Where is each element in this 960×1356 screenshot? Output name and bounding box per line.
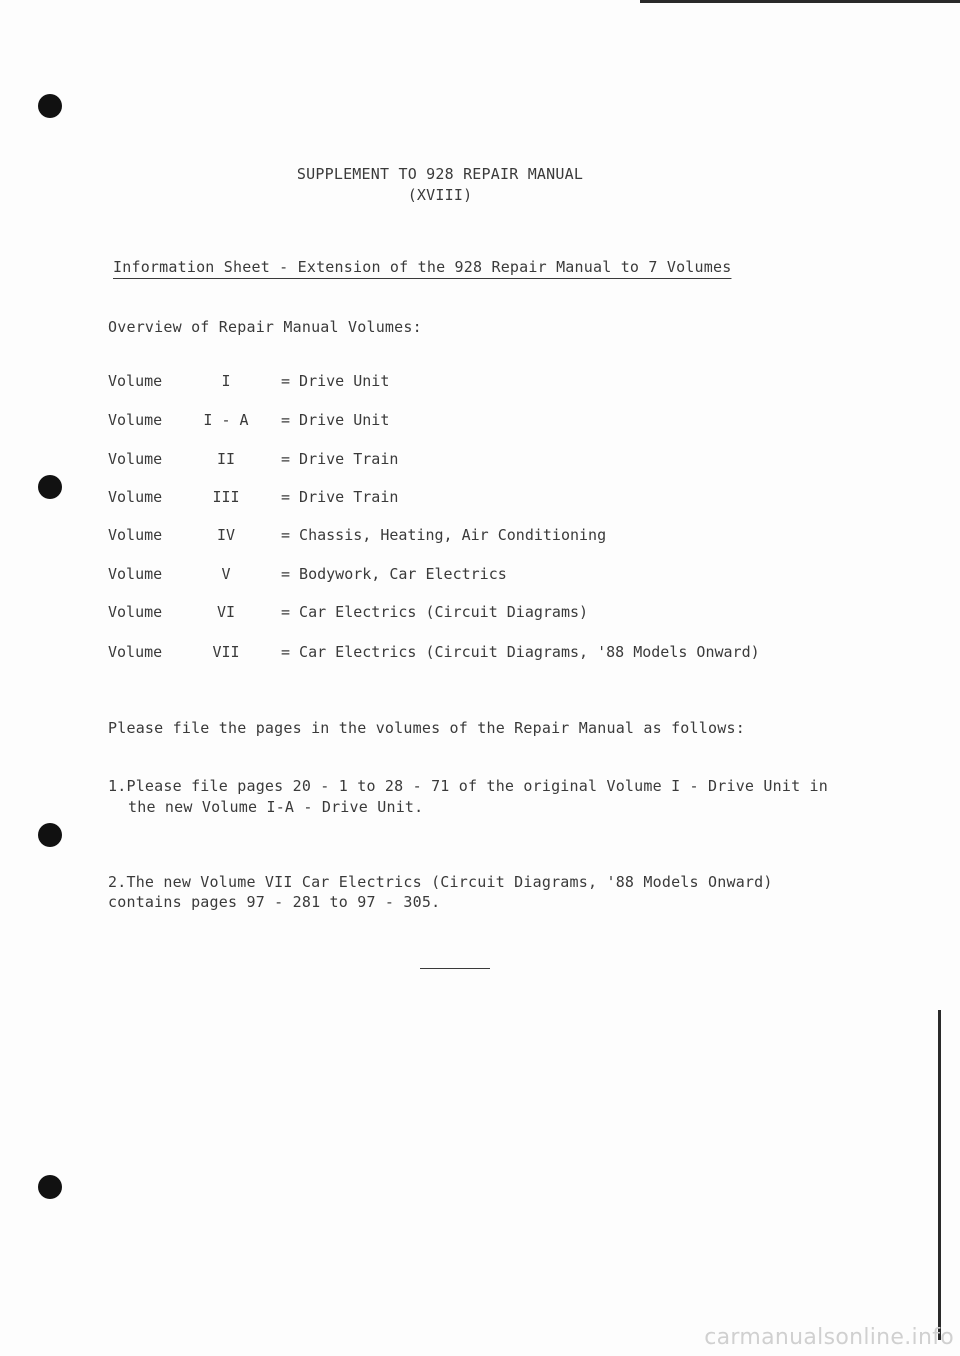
item-1-line-2: the new Volume I-A - Drive Unit. xyxy=(128,798,424,816)
volume-description: = Car Electrics (Circuit Diagrams) xyxy=(281,603,589,621)
volume-number: VII xyxy=(212,643,240,661)
overview-label: Overview of Repair Manual Volumes: xyxy=(108,318,422,336)
watermark: carmanualsonline.info xyxy=(704,1325,954,1350)
top-edge-rule xyxy=(640,0,960,3)
volume-number: V xyxy=(221,565,231,583)
punch-hole-icon xyxy=(38,823,62,847)
volume-description: = Drive Train xyxy=(281,488,399,506)
volume-word: Volume xyxy=(108,450,163,468)
item-2-line-1: 2.The new Volume VII Car Electrics (Circuit Diagrams, '88 Models Onward) xyxy=(108,873,773,891)
volume-word: Volume xyxy=(108,372,163,390)
volume-number: I xyxy=(221,372,231,390)
volume-number: I - A xyxy=(203,411,249,429)
volume-word: Volume xyxy=(108,643,163,661)
volume-number: IV xyxy=(216,526,236,544)
volume-word: Volume xyxy=(108,411,163,429)
volume-word: Volume xyxy=(108,565,163,583)
volume-description: = Car Electrics (Circuit Diagrams, '88 Models Onward) xyxy=(281,643,760,661)
volume-description: = Chassis, Heating, Air Conditioning xyxy=(281,526,607,544)
volume-description: = Bodywork, Car Electrics xyxy=(281,565,507,583)
item-1-line-1: 1.Please file pages 20 - 1 to 28 - 71 of the original Volume I - Drive Unit in xyxy=(108,777,828,795)
document-subtitle: (XVIII) xyxy=(407,186,473,204)
volume-number: VI xyxy=(216,603,236,621)
volume-description: = Drive Unit xyxy=(281,372,390,390)
right-edge-rule xyxy=(938,1010,941,1340)
volume-number: III xyxy=(212,488,240,506)
volume-word: Volume xyxy=(108,603,163,621)
filing-instruction: Please file the pages in the volumes of the Repair Manual as follows: xyxy=(108,719,745,737)
volume-word: Volume xyxy=(108,488,163,506)
item-2-line-2: contains pages 97 - 281 to 97 - 305. xyxy=(108,893,441,911)
volume-description: = Drive Unit xyxy=(281,411,390,429)
document-title: SUPPLEMENT TO 928 REPAIR MANUAL xyxy=(296,165,584,183)
punch-hole-icon xyxy=(38,475,62,499)
volume-description: = Drive Train xyxy=(281,450,399,468)
punch-hole-icon xyxy=(38,1175,62,1199)
punch-hole-icon xyxy=(38,94,62,118)
end-rule xyxy=(420,968,490,969)
volume-word: Volume xyxy=(108,526,163,544)
information-sheet-heading: Information Sheet - Extension of the 928 Repair Manual to 7 Volumes xyxy=(113,258,732,276)
volume-number: II xyxy=(216,450,236,468)
